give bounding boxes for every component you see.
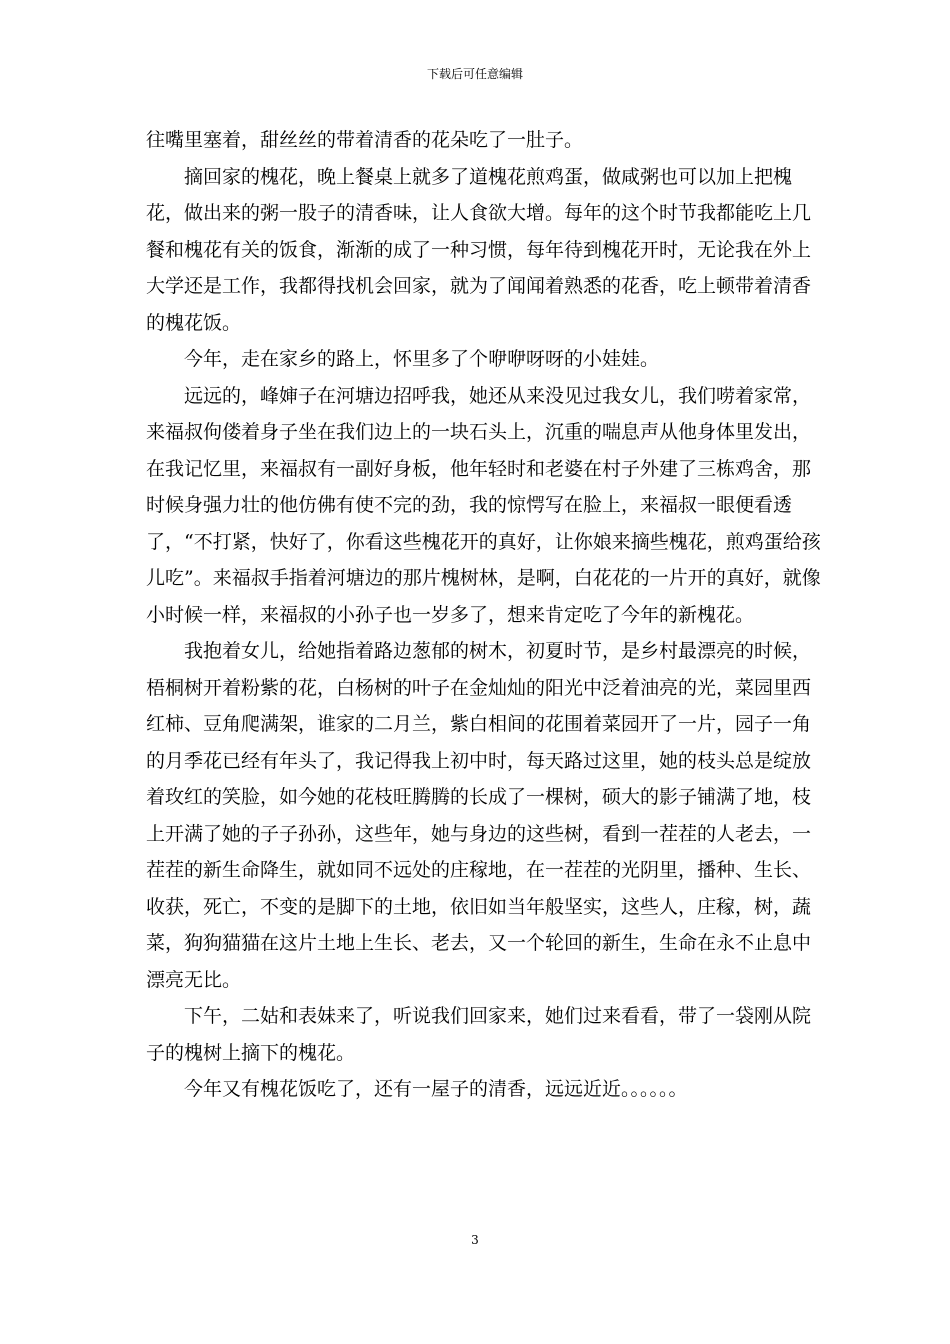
paragraph: 下午，二姑和表妹来了，听说我们回家来，她们过来看看，带了一袋刚从院子的槐树上摘下的槐花。 [146,1005,812,1064]
paragraph-continuation: 往嘴里塞着，甜丝丝的带着清香的花朵吃了一肚子。 [146,129,584,151]
page-header: 下载后可任意编辑 [426,67,523,81]
paragraph: 摘回家的槐花，晚上餐桌上就多了道槐花煎鸡蛋，做咸粥也可以加上把槐花，做出来的粥一股子的清香味，让人食欲大增。每年的这个时节我都能吃上几餐和槐花有关的饭食，渐渐的成了一种习惯，每年待到槐花开时，无论我在外上大学还是工作，我都得找机会回家，就为了闻闻着熟悉的花香，吃上顿带着清香的槐花饭。 [146,165,812,334]
paragraph: 今年，走在家乡的路上，怀里多了个咿咿呀呀的小娃娃。 [184,348,660,370]
page-number: 3 [471,1233,479,1247]
paragraph: 今年又有槐花饭吃了，还有一屋子的清香，远远近近。。。。。。 [184,1078,688,1100]
body-text [146,122,822,1108]
paragraph: 远远的，峰婶子在河塘边招呼我，她还从来没见过我女儿，我们唠着家常，来福叔佝偻着身子坐在我们边上的一块石头上，沉重的喘息声从他身体里发出，在我记忆里，来福叔有一副好身板，他年轻时和老婆在村子外建了三栋鸡舍，那时候身强力壮的他仿佛有使不完的劲，我的惊愕写在脸上，来福叔一眼便看透了，“不打紧，快好了，你看这些槐花开的真好，让你娘来摘些槐花，煎鸡蛋给孩儿吃”。来福叔手指着河塘边的那片槐树林，是啊，白花花的一片开的真好，就像小时候一样，来福叔的小孙子也一岁多了，想来肯定吃了今年的新槐花。 [146,384,821,626]
paragraph: 我抱着女儿，给她指着路边葱郁的树木，初夏时节，是乡村最漂亮的时候，梧桐树开着粉紫的花，白杨树的叶子在金灿灿的阳光中泛着油亮的光，菜园里西红柿、豆角爬满架，谁家的二月兰，紫白相间的花围着菜园开了一片，园子一角的月季花已经有年头了，我记得我上初中时，每天路过这里，她的枝头总是绽放着玫红的笑脸，如今她的花枝旺腾腾的长成了一棵树，硕大的影子铺满了地，枝上开满了她的子子孙孙，这些年，她与身边的这些树，看到一茬茬的人老去，一茬茬的新生命降生，就如同不远处的庄稼地，在一茬茬的光阴里，播种、生长、收获，死亡，不变的是脚下的土地，依旧如当年般坚实，这些人，庄稼，树，蔬菜，狗狗猫猫在这片土地上生长、老去，又一个轮回的新生，生命在永不止息中漂亮无比。 [146,640,812,991]
